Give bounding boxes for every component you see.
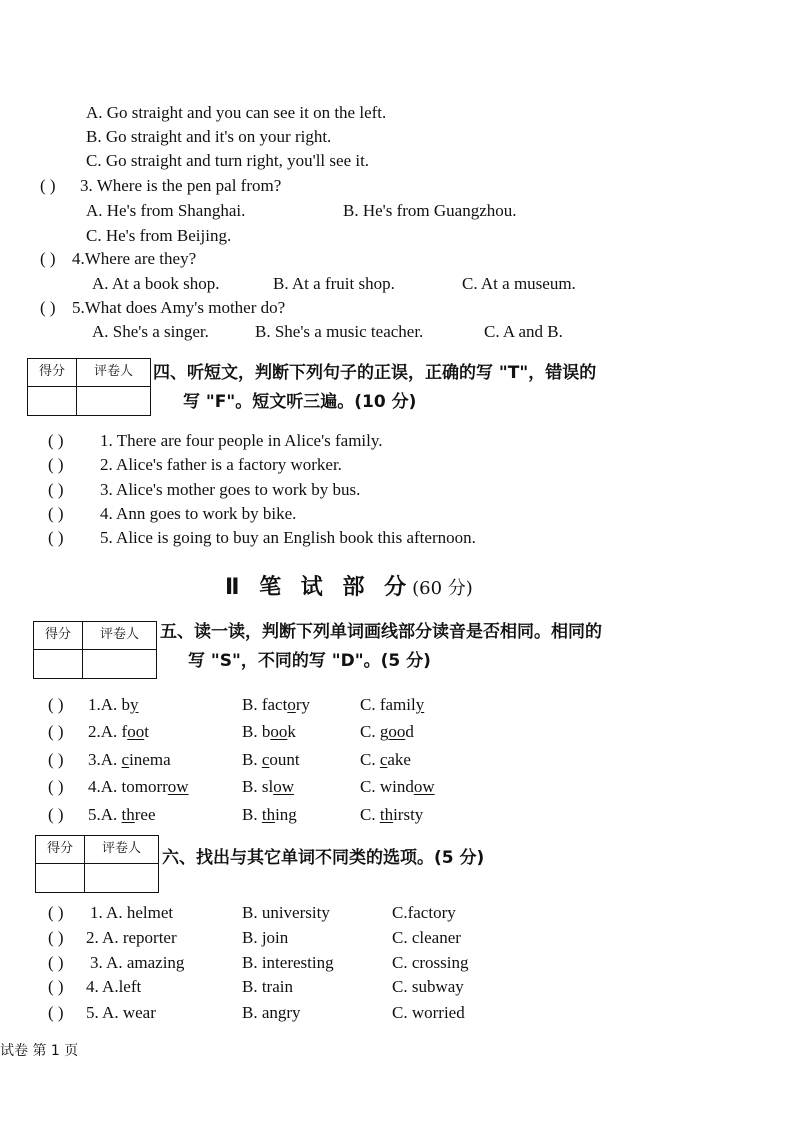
s6-q4-option-c: C. subway: [392, 977, 464, 996]
s4-q4-answer-blank[interactable]: ( ): [48, 504, 64, 523]
s5-q3-option-b: [242, 750, 300, 770]
s5-q3-b-post: ount: [269, 750, 300, 769]
s6-q1-answer-blank[interactable]: ( ): [48, 903, 64, 922]
s5-q5-answer-blank[interactable]: ( ): [48, 805, 64, 824]
s5-q2-option-b: [242, 722, 296, 742]
q3-option-c: C. He's from Beijing.: [86, 226, 232, 245]
s6-q3-option-a: 3. A. amazing: [90, 953, 185, 972]
score-box-divider: [76, 359, 77, 415]
s4-q1-text: 1. There are four people in Alice's family.: [100, 431, 383, 450]
s6-q2-option-b: B. join: [242, 928, 289, 947]
s5-q3-option-c: [360, 750, 411, 770]
s5-q2-c-post: d: [405, 722, 414, 741]
s5-q4-option-b: [242, 777, 294, 797]
s6-q1-option-a: 1. A. helmet: [90, 903, 174, 922]
s4-q5-text: 5. Alice is going to buy an English book this afternoon.: [100, 528, 476, 547]
s6-q1-option-b: B. university: [242, 903, 330, 922]
s5-q3-c-post: ake: [387, 750, 411, 769]
s5-q5-c-post: irsty: [393, 805, 424, 824]
s5-q4-c-underlined: ow: [413, 777, 435, 796]
section-5-instruction-line2: 写 "S"，不同的写 "D"。(5 分): [188, 651, 431, 671]
s5-q1-a-pre: A. b: [100, 695, 131, 714]
s5-q3-b-underlined: c: [261, 750, 270, 769]
s5-q3-a-underlined: c: [121, 750, 130, 769]
s5-q5-a-post: ree: [134, 805, 156, 824]
q5-option-b: B. She's a music teacher.: [255, 322, 424, 341]
s6-q4-option-b: B. train: [242, 977, 293, 996]
score-label: 得分: [34, 622, 83, 650]
q2-option-a: A. Go straight and you can see it on the left.: [86, 103, 387, 122]
s5-q2-c-underlined: oo: [388, 722, 406, 741]
s4-q3-text: 3. Alice's mother goes to work by bus.: [100, 480, 361, 499]
s6-q2-answer-blank[interactable]: ( ): [48, 928, 64, 947]
score-box-section-4: [27, 358, 151, 416]
s4-q1-answer-blank[interactable]: ( ): [48, 431, 64, 450]
q4-option-a: A. At a book shop.: [92, 274, 220, 293]
s4-q3-answer-blank[interactable]: ( ): [48, 480, 64, 499]
s5-q2-a-underlined: oo: [127, 722, 145, 741]
s5-q1-b-pre: B. fact: [242, 695, 288, 714]
s5-q1-b-post: ry: [295, 695, 310, 714]
score-label: 得分: [28, 359, 77, 387]
q5-option-a: A. She's a singer.: [92, 322, 209, 341]
q3-option-a: A. He's from Shanghai.: [86, 201, 246, 220]
s5-q4-b-underlined: ow: [273, 777, 294, 796]
page-footer: 试卷 第 1 页: [0, 1043, 79, 1059]
s5-q1-a-underlined: y: [130, 695, 139, 714]
s5-q4-option-a: [88, 777, 189, 797]
s5-q5-option-a: [88, 805, 156, 825]
q4-option-b: B. At a fruit shop.: [273, 274, 395, 293]
q4-answer-blank[interactable]: ( ): [40, 249, 56, 268]
s5-q1-answer-blank[interactable]: ( ): [48, 695, 64, 714]
s5-q2-option-c: [360, 722, 414, 742]
q5-option-c: C. A and B.: [484, 322, 563, 341]
section-4-instruction-line1: 四、听短文，判断下列句子的正误，正确的写 "T"，错误的: [153, 363, 597, 383]
s5-q2-b-post: k: [287, 722, 296, 741]
grader-label: 评卷人: [85, 836, 158, 864]
s6-q3-option-c: C. crossing: [392, 953, 469, 972]
s5-q2-answer-blank[interactable]: ( ): [48, 722, 64, 741]
s5-q2-b-pre: B. b: [242, 722, 271, 741]
s5-q1-option-b: [242, 695, 310, 715]
q2-option-b: B. Go straight and it's on your right.: [86, 127, 332, 146]
s6-q5-option-b: B. angry: [242, 1003, 301, 1022]
s5-q5-number: 5.: [88, 805, 101, 824]
q4-option-c: C. At a museum.: [462, 274, 576, 293]
s5-q1-option-a: [88, 695, 139, 715]
score-box-section-6: [35, 835, 159, 893]
s5-q2-b-underlined: oo: [270, 722, 288, 741]
s6-q3-option-b: B. interesting: [242, 953, 334, 972]
score-box-divider: [82, 622, 83, 678]
section-4-instruction-line2: 写 "F"。短文听三遍。(10 分): [183, 392, 417, 412]
s6-q2-option-a: 2. A. reporter: [86, 928, 177, 947]
q3-option-b: B. He's from Guangzhou.: [343, 201, 517, 220]
s5-q4-a-underlined: ow: [167, 777, 189, 796]
part-2-title-text: Ⅱ 笔 试 部 分: [225, 575, 413, 600]
s5-q2-c-pre: C. g: [360, 722, 389, 741]
s4-q2-text: 2. Alice's father is a factory worker.: [100, 455, 342, 474]
s5-q1-c-underlined: y: [415, 695, 425, 714]
s5-q1-c-pre: C. famil: [360, 695, 416, 714]
s5-q4-option-c: [360, 777, 435, 797]
s5-q3-c-pre: C.: [360, 750, 380, 769]
s5-q4-a-pre: A. tomorr: [100, 777, 168, 796]
q3-answer-blank[interactable]: ( ): [40, 176, 56, 195]
s5-q1-b-underlined: o: [287, 695, 296, 714]
s5-q5-a-underlined: th: [121, 805, 135, 824]
score-label: 得分: [36, 836, 85, 864]
s5-q4-answer-blank[interactable]: ( ): [48, 777, 64, 796]
s5-q3-answer-blank[interactable]: ( ): [48, 750, 64, 769]
grader-label: 评卷人: [77, 359, 150, 387]
s5-q5-b-pre: B.: [242, 805, 262, 824]
part-2-title: [225, 570, 473, 601]
s5-q3-a-post: inema: [129, 750, 171, 769]
s5-q3-c-underlined: c: [379, 750, 388, 769]
s6-q5-answer-blank[interactable]: ( ): [48, 1003, 64, 1022]
s5-q2-a-post: t: [144, 722, 149, 741]
s5-q2-number: 2.: [88, 722, 101, 741]
s6-q5-option-a: 5. A. wear: [86, 1003, 156, 1022]
s6-q4-answer-blank[interactable]: ( ): [48, 977, 64, 996]
s5-q3-b-pre: B.: [242, 750, 262, 769]
s4-q2-answer-blank[interactable]: ( ): [48, 455, 64, 474]
s5-q2-option-a: [88, 722, 149, 742]
s4-q5-answer-blank[interactable]: ( ): [48, 528, 64, 547]
score-box-section-5: [33, 621, 157, 679]
q3-stem: 3. Where is the pen pal from?: [80, 176, 282, 195]
s6-q5-option-c: C. worried: [392, 1003, 465, 1022]
q5-answer-blank[interactable]: ( ): [40, 298, 56, 317]
part-2-score: (60 分): [412, 578, 473, 599]
s5-q1-option-c: [360, 695, 424, 715]
s5-q5-b-post: ing: [275, 805, 297, 824]
s4-q4-text: 4. Ann goes to work by bike.: [100, 504, 297, 523]
s5-q3-a-pre: A.: [100, 750, 122, 769]
s5-q2-a-pre: A. f: [100, 722, 128, 741]
grader-label: 评卷人: [83, 622, 156, 650]
s5-q4-c-pre: C. wind: [360, 777, 414, 796]
s5-q3-number: 3.: [88, 750, 101, 769]
s5-q5-c-underlined: th: [379, 805, 394, 824]
s5-q5-c-pre: C.: [360, 805, 380, 824]
q5-stem: 5.What does Amy's mother do?: [72, 298, 286, 317]
s5-q4-number: 4.: [88, 777, 101, 796]
s6-q4-option-a: 4. A.left: [86, 977, 142, 996]
q2-option-c: C. Go straight and turn right, you'll see it.: [86, 151, 370, 170]
s5-q4-b-pre: B. sl: [242, 777, 274, 796]
s5-q1-number: 1.: [88, 695, 101, 714]
q4-stem: 4.Where are they?: [72, 249, 197, 268]
s5-q5-option-c: [360, 805, 423, 825]
s5-q3-option-a: [88, 750, 171, 770]
section-5-instruction-line1: 五、读一读，判断下列单词画线部分读音是否相同。相同的: [160, 622, 602, 642]
s6-q1-option-c: C.factory: [392, 903, 456, 922]
s6-q3-answer-blank[interactable]: ( ): [48, 953, 64, 972]
s5-q5-a-pre: A.: [100, 805, 122, 824]
s6-q2-option-c: C. cleaner: [392, 928, 461, 947]
section-6-instruction: 六、找出与其它单词不同类的选项。(5 分): [162, 848, 485, 868]
s5-q5-b-underlined: th: [261, 805, 276, 824]
s5-q5-option-b: [242, 805, 297, 825]
score-box-divider: [84, 836, 85, 892]
